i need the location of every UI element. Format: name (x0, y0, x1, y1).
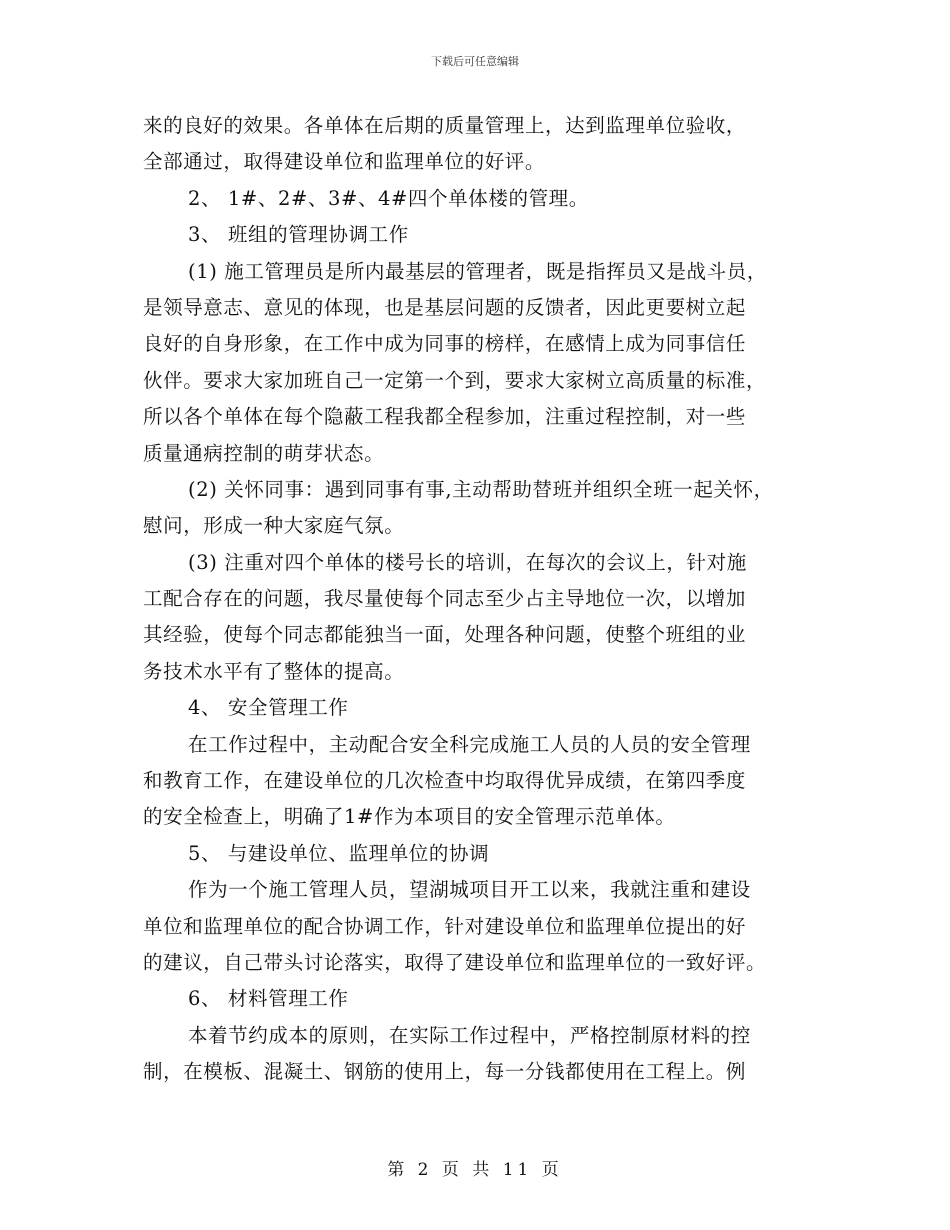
text-line: (3) 注重对四个单体的楼号长的培训，在每次的会议上，针对施 (188, 550, 747, 574)
text-line: 伙伴。要求大家加班自己一定第一个到，要求大家树立高质量的标准， (143, 368, 767, 392)
text-line: 和教育工作，在建设单位的几次检查中均取得优异成绩，在第四季度 (143, 769, 747, 793)
text-line: 制，在模板、混凝土、钢筋的使用上，每一分钱都使用在工程上。例 (143, 1060, 747, 1084)
text-line: (2) 关怀同事：遇到同事有事,主动帮助替班并组织全班一起关怀， (188, 477, 774, 501)
text-line: 良好的自身形象，在工作中成为同事的榜样，在感情上成为同事信任 (143, 332, 747, 356)
text-line: 6、 材料管理工作 (188, 987, 349, 1011)
text-line: 本着节约成本的原则，在实际工作过程中，严格控制原材料的控 (188, 1023, 751, 1047)
text-line: 全部通过，取得建设单位和监理单位的好评。 (143, 150, 546, 174)
text-line: 3、 班组的管理协调工作 (188, 223, 409, 247)
page-header: 下载后可任意编辑 (431, 55, 519, 68)
text-line: 2、 1#、2#、3#、4#四个单体楼的管理。 (188, 186, 589, 210)
text-line: 的建议，自己带头讨论落实，取得了建设单位和监理单位的一致好评。 (143, 950, 767, 974)
text-line: 5、 与建设单位、监理单位的协调 (188, 841, 490, 865)
text-line: 作为一个施工管理人员，望湖城项目开工以来，我就注重和建设 (188, 878, 751, 902)
text-line: 单位和监理单位的配合协调工作，针对建设单位和监理单位提出的好 (143, 914, 747, 938)
text-line: 慰问，形成一种大家庭气氛。 (143, 514, 405, 538)
page-footer: 第 2 页 共 11 页 (387, 1160, 563, 1180)
text-line: 工配合存在的问题，我尽量使每个同志至少占主导地位一次，以增加 (143, 587, 747, 611)
text-line: 4、 安全管理工作 (188, 696, 349, 720)
text-line: 其经验，使每个同志都能独当一面，处理各种问题，使整个班组的业 (143, 623, 747, 647)
text-line: 的安全检查上，明确了1#作为本项目的安全管理示范单体。 (143, 805, 676, 829)
text-line: 质量通病控制的萌芽状态。 (143, 441, 385, 465)
text-line: 来的良好的效果。各单体在后期的质量管理上，达到监理单位验收， (143, 114, 747, 137)
text-line: 务技术水平有了整体的提高。 (143, 659, 405, 683)
text-line: (1) 施工管理员是所内最基层的管理者，既是指挥员又是战斗员， (188, 259, 767, 283)
text-line: 是领导意志、意见的体现，也是基层问题的反馈者，因此更要树立起 (143, 295, 747, 319)
text-line: 所以各个单体在每个隐蔽工程我都全程参加，注重过程控制，对一些 (143, 405, 747, 429)
text-line: 在工作过程中，主动配合安全科完成施工人员的人员的安全管理 (188, 732, 751, 756)
document-body (143, 108, 833, 1091)
